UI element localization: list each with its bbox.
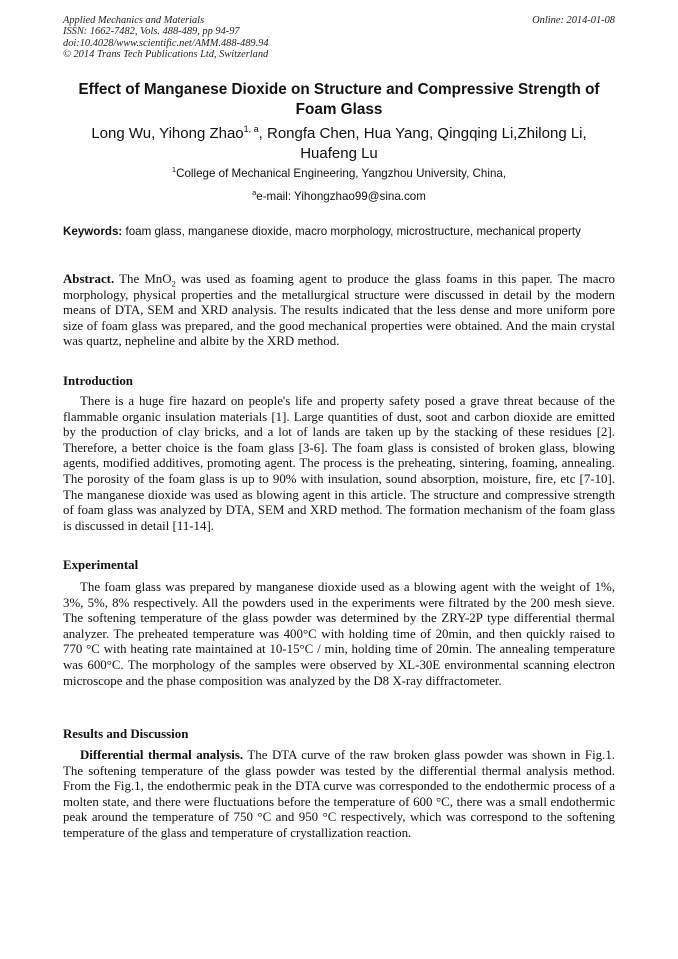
affiliation-text: College of Mechanical Engineering, Yangzhou University, China, bbox=[176, 167, 507, 180]
journal-name: Applied Mechanics and Materials bbox=[63, 15, 205, 26]
journal-copyright: © 2014 Trans Tech Publications Ltd, Switzerland bbox=[63, 49, 269, 61]
email-text: e-mail: Yihongzhao99@sina.com bbox=[256, 190, 426, 203]
journal-header bbox=[63, 15, 615, 61]
abstract-label: Abstract. bbox=[63, 272, 115, 286]
keywords bbox=[63, 224, 615, 240]
authors-after: , Rongfa Chen, Hua Yang, Qingqing Li,Zhilong Li, Huafeng Lu bbox=[258, 125, 587, 162]
authors-before: Long Wu, Yihong Zhao bbox=[91, 125, 244, 142]
introduction-text: There is a huge fire hazard on people's life and property safety posed a grave threat because of the flammable organic insulation materials [1]. Large quantities of dust, soot and carbon dioxide are emitted by the production of clay bricks, and a lot of lands are taken up by the stacking of these residues [2]. Therefore, a better choice is the foam glass [3-6]. The foam glass is consisted of broken glass, blowing agents, modified additives, promoting agent. The process is the preheating, sintering, foaming, annealing. The porosity of the foam glass is up to 90% with insulation, sound absorption, moisture, fire, etc [7-10]. The manganese dioxide was used as blowing agent in this article. The structure and compressive strength of foam glass was analyzed by DTA, SEM and XRD method. The formation mechanism of the foam glass is discussed in detail [11-14]. bbox=[63, 394, 615, 533]
abstract-text-a: The MnO bbox=[114, 272, 172, 286]
affiliation-mark: 1 bbox=[171, 165, 177, 175]
results-heading: Results and Discussion bbox=[63, 727, 189, 741]
results-body: The DTA curve of the raw broken glass powder was shown in Fig.1. The softening temperature of the glass powder was tested by the differential thermal analysis method. From the Fig.1, the endothermic peak in the DTA curve was corresponded to the endothermic process of a molten state, and there were fluctuations before the temperature of 600 °C, there was a small endothermic peak around the temperature of 750 °C and 950 °C respectively, which was correspond to the softening temperature of the glass and temperature of crystallization reaction. bbox=[63, 748, 615, 840]
abstract-subscript: 2 bbox=[171, 278, 176, 289]
introduction-heading: Introduction bbox=[63, 374, 133, 388]
abstract-text-b: was used as foaming agent to produce the glass foams in this paper. The macro morphology, physical properties and the metallurgical structure were discussed in detail by the modern means of DTA, SEM and XRD analysis. The results indicated that the less dense and more uniform pore size of foam glass was prepared, and the good mechanical properties were obtained. And the main crystal was quartz, nepheline and albite by the XRD method. bbox=[63, 272, 615, 349]
email-mark: a bbox=[252, 188, 257, 198]
author-affiliation-mark: 1, a bbox=[243, 124, 259, 134]
online-date: Online: 2014-01-08 bbox=[532, 15, 615, 26]
results-text bbox=[63, 748, 615, 842]
author-list bbox=[63, 124, 615, 164]
paper-title: Effect of Manganese Dioxide on Structure and Compressive Strength of Foam Glass bbox=[78, 81, 600, 118]
abstract bbox=[63, 272, 615, 350]
experimental-text: The foam glass was prepared by manganese dioxide used as a blowing agent with the weight of 1%, 3%, 5%, 8% respectively. All the powders used in the experiments were filtrated by the 200 mesh sieve. The softening temperature of the glass powder was determined by the ZRY-2P type differential thermal analyzer. The preheated temperature was 400°C with holding time of 20min, and then quickly raised to 770 °C with heating rate maintained at 10-15°C / min, holding time of 20min. The annealing temperature was 600°C. The morphology of the samples were observed by XL-30E environmental scanning electron microscope and the phase composition was analyzed by the D8 X-ray diffractometer. bbox=[63, 580, 615, 688]
keywords-label: Keywords: bbox=[63, 225, 123, 238]
results-subheading: Differential thermal analysis. bbox=[80, 748, 244, 762]
keywords-text: foam glass, manganese dioxide, macro morphology, microstructure, mechanical property bbox=[122, 225, 581, 238]
journal-issn: ISSN: 1662-7482, Vols. 488-489, pp 94-97 bbox=[63, 26, 240, 38]
experimental-heading: Experimental bbox=[63, 558, 139, 572]
contact-email bbox=[63, 190, 615, 204]
journal-doi: doi:10.4028/www.scientific.net/AMM.488-489.94 bbox=[63, 37, 269, 49]
affiliation bbox=[63, 167, 615, 181]
